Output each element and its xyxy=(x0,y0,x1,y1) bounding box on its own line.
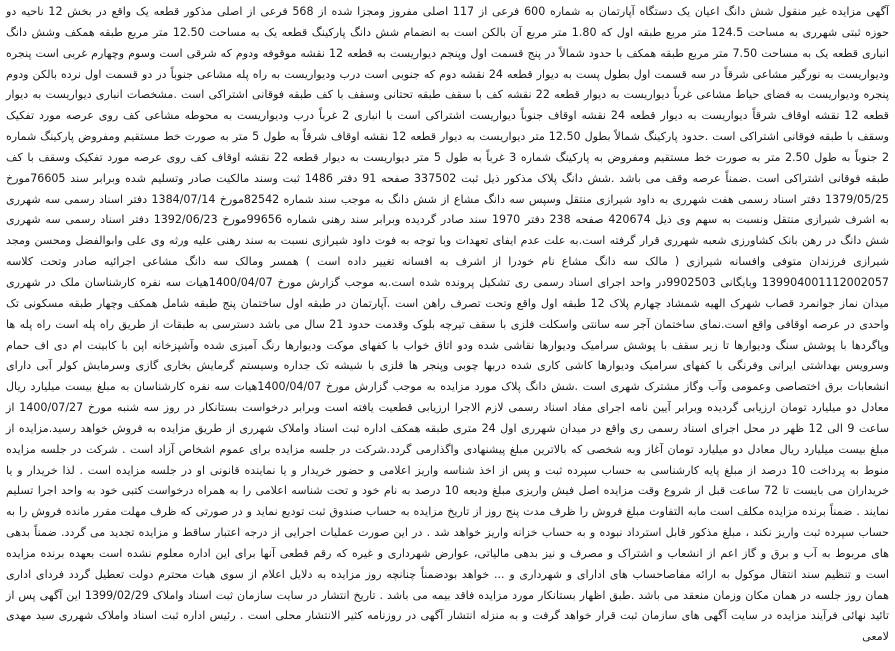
auction-notice-text: آگهی مزایده غیر منقول شش دانگ اعیان یک دستگاه آپارتمان به شماره 600 فرعی از 117 اصلی مفروز ومجزا شده از 568 فرعی از اصلی مذکور قطعه یک واقع در بخش 12 ناحیه دو حوزه ثبتی شهرری به مساحت 124.5 متر مربع طبقه اول که 1.80 متر مربع آن بالکن است به انضمام شش دانگ پارکینگ قطعه یک به مساحت 12.50 متر مربع طبقه همکف وشش دانگ انباری قطعه یک به مساحت 7.50 متر مربع طبقه همکف با حدود شمالاً در پنج قسمت اول وپنجم دیواریست به قطعه 12 نقشه موقوفه ودوم که شرقی است وسوم وچهارم غربی است پنجره ودیواریست به نورگیر مشاعی شرقاً در سه قسمت اول بطول پست به دیوار قطعه 24 نقشه دوم که جنوبی است درب ودیواریست به راه پله مشاعی جنوباً در دو قسمت اول نرده بالکن ودوم پنجره ودیواریست به فضای حیاط مشاعی غرباً دیواریست به دیوار قطعه 22 نقشه کف با سقف طبقه تحتانی وسقف با کف طبقه فوقانی اشتراکی است .مشخصات انباری دیواریست به دیوار قطعه 12 نقشه اوقاف شرقاً دیواریست به دیوار قطعه 24 نقشه اوقاف جنوباً دیواریست اشتراکی است با انباری 2 غرباً درب ودیواریست به محوطه مشاعی کف روی عرصه مورد تفکیک وسقف با طبقه فوقانی اشتراکی است .حدود پارکینگ شمالاً بطول 12.50 متر دیواریست به دیوار قطعه 12 نقشه اوقاف شرقاً به طول 5 متر به صورت خط مستقیم ومفروض پارکینگ شماره 2 جنوباً به طول 2.50 متر به صورت خط مستقیم ومفروض به پارکینگ شماره 3 غرباً به طول 5 متر دیواریست به دیوار قطعه 22 نقشه اوقاف کف روی عرصه مورد تفکیک وسقف با کف طبقه فوقانی اشتراکی است .ضمناً عرصه وقف می باشد .شش دانگ پلاک مذکور ذیل ثبت 337502 صفحه 91 دفتر 1486 ثبت وسند مالکیت صادر وتسلیم شده وبرابر سند 76605مورخ 1379/05/25 دفتر اسناد رسمی هفت شهرری به داود شیرازی منتقل وسپس سه دانگ مشاع از شش دانگ به موجب سند شماره 82542مورخ 1384/07/14 دفتر اسناد رسمی سه شهرری به اشرف شیرازی منتقل ونسبت به سهم وی ذیل 420674 صفحه 238 دفتر 1970 سند صادر گردیده وبرابر سند رهنی شماره 99656مورخ 1392/06/23 دفتر اسناد رسمی سه شهرری شش دانگ در رهن بانک کشاورزی شعبه شهرری قرار گرفته است.به علت عدم ایفای تعهدات وبا توجه به فوت داود شیرازی نسبت به سند رهنی علیه ورثه وی علی وابوالفضل ومحسن ومجد شیرازی فرزندان متوفی وافسانه شیرازی ( مالک سه دانگ مشاع نام خودرا از اشرف به افسانه تغییر داده است ) همسر ومالک سه دانگ مشاعی اجرائیه صادر وتحت کلاسه 139904001112002057 وبایگانی 9902503در واحد اجرای اسناد رسمی ری تشکیل پرونده شده است.به موجب گزارش مورخ 1400/04/07هیات سه نفره کارشناسان ملک در شهرری میدان نماز جوانمرد قصاب شهرک الهیه شمشاد چهارم پلاک 12 طبقه اول واقع وتحت تصرف راهن است .آپارتمان در طبقه اول ساختمان پنج طبقه شامل همکف وچهار طبقه مسکونی تک واحدی در عرصه اوقافی واقع است.نمای ساختمان آجر سه سانتی واسکلت فلزی با سقف تیرچه بلوک وقدمت حدود 21 سال می باشد دسترسی به طبقات از طریق راه پله است راه پله ها وپاگردها با پوشش سنگ ودیوارها تا زیر سقف با پوشش سرامیک ودیوارها نقاشی شده ودو اتاق خواب با کفهای موکت ودیوارها رنگ آمیزی شده وآشپزخانه اپن با کابینت ام دی اف حمام وسرویس بهداشتی ایرانی وفرنگی با کفهای سرامیک ودیوارها کاشی کاری شده دربها چوبی وپنجر ها فلزی با شیشه تک جداره وسیستم گرمایش بخاری گازی وسرمایش کولر آبی دارای انشعابات برق اختصاصی وعمومی وآب وگاز مشترک شهری است .شش دانگ پلاک مورد مزایده به موجب گزارش مورخ 1400/04/07هیات سه نفره کارشناسان به مبلغ بیست میلیارد ریال معادل دو میلیارد تومان ارزیابی گردیده وبرابر آیین نامه اجرای مفاد اسناد رسمی لازم الاجرا ارزیابی قطعیت یافته است وبرابر درخواست بستانکار در روز سه شنبه مورخ 1400/07/27 از ساعت 9 الی 12 ظهر در محل اجرای اسناد رسمی ری واقع در میدان شهرری اول 24 متری طبقه همکف اداره ثبت اسناد واملاک شهرری از طریق مزایده به فروش خواهد رسید.مزایده از مبلغ بیست میلیارد ریال معادل دو میلیارد تومان آغاز وبه شخصی که بالاترین مبلغ پیشنهادی واگذارمی گردد.شرکت در جلسه مزایده برای عموم اشخاص آزاد است . شرکت در جلسه مزایده منوط به پرداخت 10 درصد از مبلغ پایه کارشناسی به حساب سپرده ثبت و پس از اخذ شناسه واریز اعلامی و حضور خریدار و یا نماینده قانونی او در جلسه مزایده است . لذا خریدار و یا خریداران می بایست تا 72 ساعت قبل از شروع وقت مزایده اصل فیش واریزی مبلغ ودیعه 10 درصد به نام خود و تحت شناسه اعلامی را به همراه درخواست کتبی خود به واحد اجرا تسلیم نمایند . ضمناً برنده مزایده مکلف است مابه التفاوت مبلغ فروش را ظرف مدت پنج روز از تاریخ مزایده به حساب صندوق ثبت تودیع نماید و در صورتی که ظرف مهلت مقرر مانده فروش را به حساب سپرده ثبت واریز نکند ، مبلغ مذکور قابل استرداد نبوده و به حساب خزانه واریز خواهد شد . در این صورت عملیات اجرایی از درجه اعتبار ساقط و مزایده تجدید می گردد. ضمناً بدهی های مربوط به آب و برق و گاز اعم از انشعاب و اشتراک و مصرف و نیز بدهی مالیاتی، عوارض شهرداری و غیره که رقم قطعی آنها برای این اداره معلوم نشده است بعهده برنده مزایده است و تنظیم سند انتقال موکول به ارائه مفاصاحساب های ادارای و شهرداری و ... خواهد بودضمناً چنانچه روز مزایده به دلایل اعلام از سوی هیات محترم دولت تعطیل گردد فردای اداری همان روز جلسه در همان مکان وزمان منعقد می باشد .طبق اظهار بستانکار مورد مزایده فاقد بیمه می باشد . تاریخ انتشار در سایت سازمان ثبت اسناد واملاک 1399/02/29 این آگهی پس از تائید نهائی فرآیند مزایده در سایت آگهی های سازمان ثبت قرار خواهد گرفت و به منزله انتشار آگهی در روزنامه کثیر الانتشار محلی است . رئیس اداره ثبت اسناد واملاک شهرری سید مهدی لامعی xyxy=(6,5,890,644)
